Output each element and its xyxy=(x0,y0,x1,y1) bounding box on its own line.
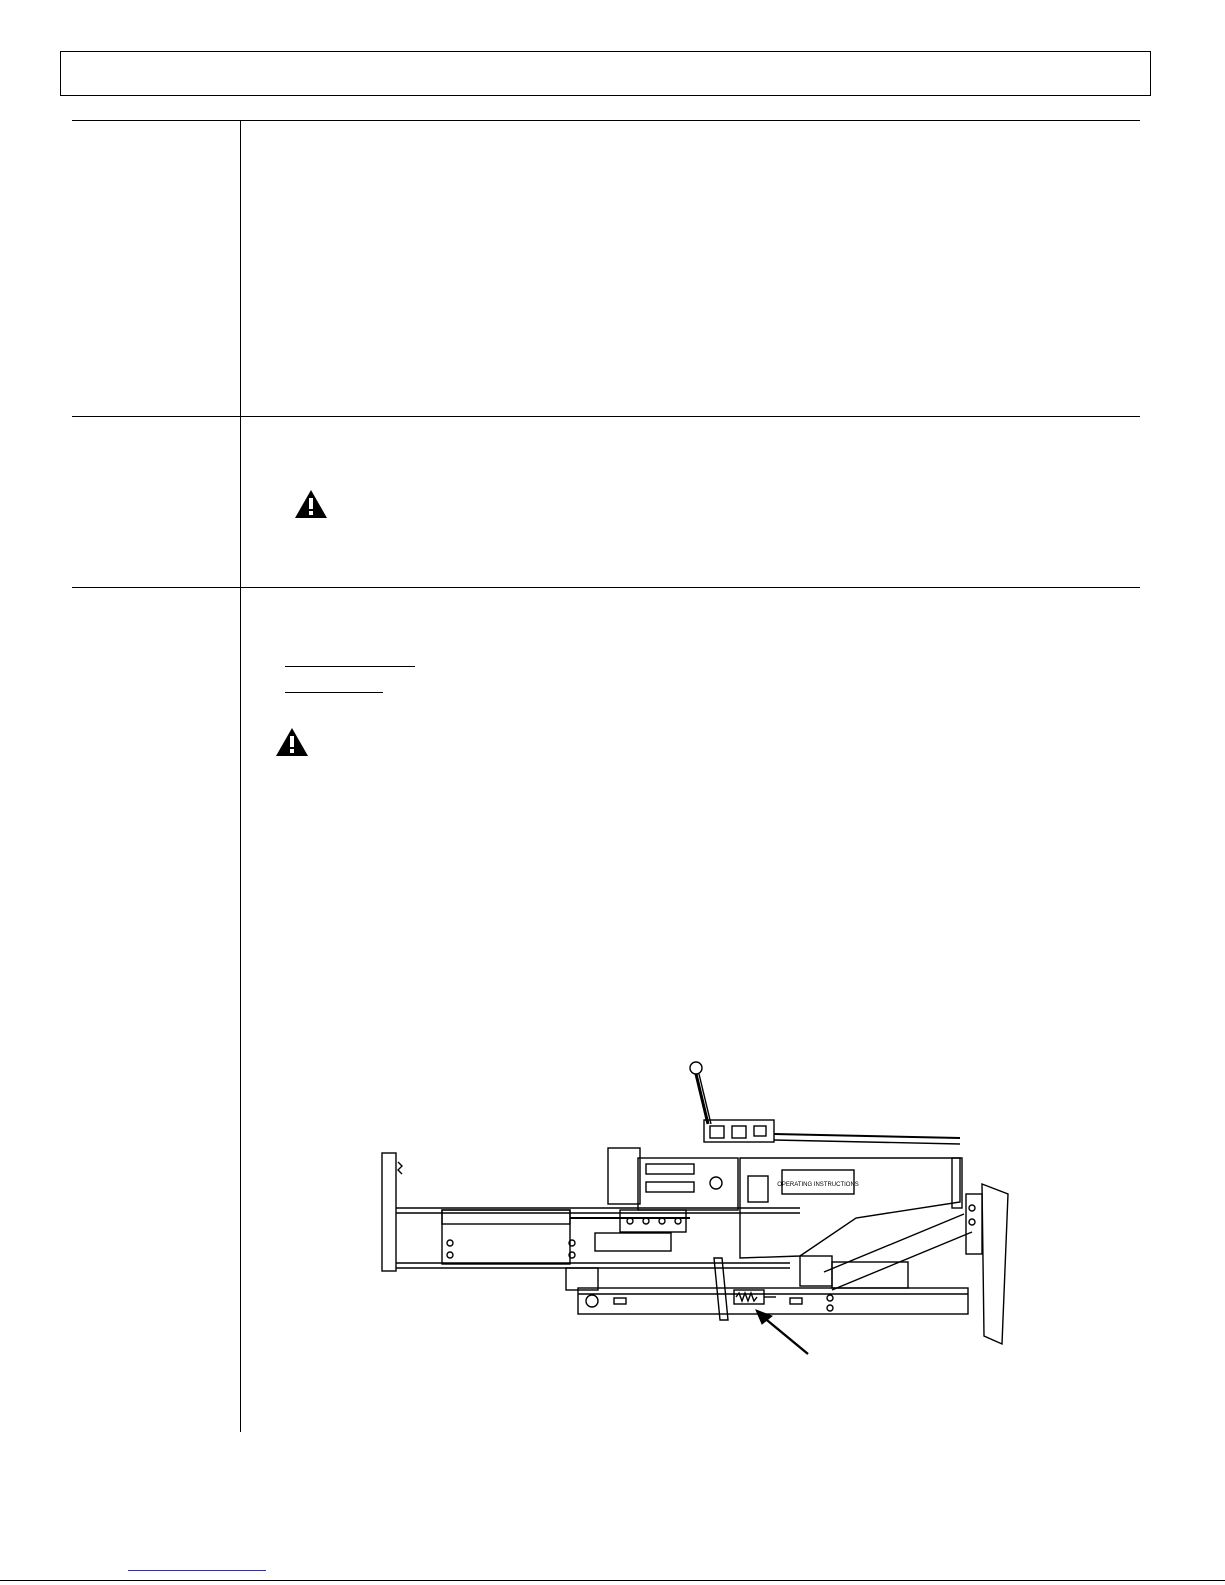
underline-heading-2 xyxy=(285,692,383,693)
beam-cylinder xyxy=(442,1210,570,1264)
lower-frame xyxy=(578,1288,968,1314)
section-divider-3 xyxy=(72,587,1140,588)
warning-triangle-icon xyxy=(294,489,328,519)
page-header-box xyxy=(60,51,1151,96)
beam-label-plate xyxy=(595,1233,671,1251)
lever-knob xyxy=(690,1062,702,1074)
column-separator xyxy=(240,120,241,1432)
machine-side-view-drawing xyxy=(380,1058,1040,1358)
warning-triangle-icon xyxy=(275,727,309,757)
footer-rule xyxy=(0,1580,1225,1581)
footer-link-underline[interactable] xyxy=(128,1570,266,1571)
wedge-housing xyxy=(638,1158,738,1210)
end-plate xyxy=(382,1153,396,1271)
hitch-plate xyxy=(982,1184,1008,1344)
section-divider-1 xyxy=(72,120,1140,121)
decal-text: OPERATING INSTRUCTIONS xyxy=(777,1182,859,1188)
section-divider-2 xyxy=(72,416,1140,417)
underline-heading-1 xyxy=(285,666,415,667)
